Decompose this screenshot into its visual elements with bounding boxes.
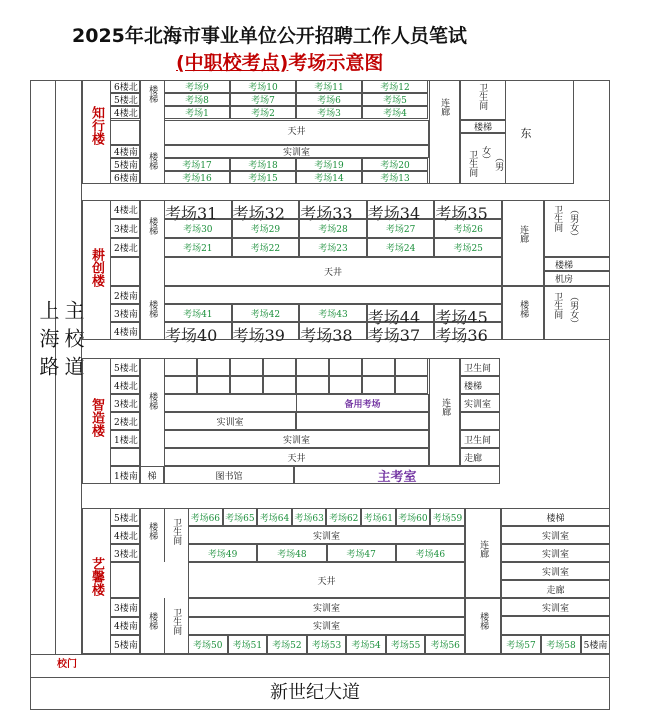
left-road	[31, 300, 60, 384]
empty-row	[164, 286, 502, 304]
room-cell	[230, 376, 263, 394]
page-subtitle	[176, 54, 383, 73]
exam-room: 考场18	[230, 158, 296, 171]
yixin-courtyard-label: 天井	[317, 576, 336, 587]
east-label: 东	[520, 127, 532, 140]
female-label: 女）	[480, 146, 491, 164]
room-cell	[296, 376, 329, 394]
toilet-label: 卫生间	[552, 205, 563, 232]
floor-label: 2楼北	[110, 412, 140, 430]
gengchuang-mf-north	[566, 205, 580, 244]
corridor-label: 连廊	[440, 398, 451, 416]
training-room: 实训室	[188, 598, 465, 617]
exam-room: 考场5	[362, 93, 428, 106]
school-gate: 校门	[57, 659, 77, 670]
building-zhizao-name: 智造楼	[89, 398, 104, 437]
exam-room: 考场45	[434, 304, 502, 322]
yixin-stairs-north	[142, 522, 162, 543]
floor-label: 5楼北	[110, 508, 140, 526]
exam-room: 考场7	[230, 93, 296, 106]
exam-room: 考场4	[362, 106, 428, 119]
exam-room: 考场21	[164, 238, 232, 257]
zhixing-male-label	[492, 153, 504, 174]
exam-room: 考场23	[299, 238, 367, 257]
exam-room: 考场1	[164, 106, 230, 119]
room-cell	[164, 358, 197, 376]
floor-label: 5楼南	[110, 635, 140, 654]
east-cell: 实训室	[501, 562, 610, 580]
exam-room: 考场54	[346, 635, 386, 654]
room-cell	[329, 376, 362, 394]
floor-label: 4楼南	[110, 617, 140, 636]
room-cell	[329, 358, 362, 376]
building-yixin-name: 艺馨楼	[89, 557, 104, 596]
exam-room: 考场29	[232, 219, 300, 238]
exam-room: 考场26	[434, 219, 502, 238]
exam-room: 考场16	[164, 171, 230, 184]
east-cell	[460, 412, 500, 430]
stairs-label: 楼梯	[147, 522, 158, 540]
building-zhixing-name: 知行楼	[89, 106, 104, 145]
yixin-corridor-label	[475, 540, 491, 561]
zhixing-stairs-east-label: 楼梯	[473, 123, 492, 133]
stairs-label: 楼梯	[147, 152, 158, 170]
east-cell: 楼梯	[501, 508, 610, 526]
exam-room: 考场11	[296, 80, 362, 93]
toilet-label: 卫生间	[171, 518, 182, 545]
zhizao-stairs	[142, 392, 162, 413]
zhixing-stairs-south	[142, 152, 162, 173]
toilet-label: 卫生间	[171, 608, 182, 635]
gengchuang-toilet-south-label	[550, 292, 564, 322]
exam-room: 考场51	[228, 635, 268, 654]
exam-room: 考场63	[292, 508, 327, 526]
mf-label: （男女）	[568, 292, 579, 328]
room-cell	[296, 412, 429, 430]
zhixing-corridor	[429, 80, 460, 184]
exam-room: 考场44	[367, 304, 435, 322]
stairs-label: 楼梯	[478, 612, 489, 630]
main-exam-room: 主考室	[294, 466, 500, 484]
exam-room: 考场52	[267, 635, 307, 654]
gengchuang-mf-south	[566, 292, 580, 331]
bottom-road: 新世纪大道	[270, 682, 360, 703]
east-cell: 实训室	[501, 526, 610, 544]
exam-room: 考场37	[367, 322, 435, 340]
room-cell	[263, 358, 296, 376]
floor-gap	[110, 257, 140, 286]
yixin-stairs-south	[142, 612, 162, 633]
floor-label: 4楼南	[110, 145, 140, 158]
toilet-label: 卫生间	[477, 83, 488, 110]
exam-room: 考场53	[307, 635, 347, 654]
stairs-label: 楼梯	[147, 85, 158, 103]
exam-room: 考场49	[188, 544, 257, 562]
page-title: 2025年北海市事业单位公开招聘工作人员笔试	[72, 25, 467, 47]
room-cell	[263, 376, 296, 394]
east-cell: 卫生间	[460, 430, 500, 448]
room-cell	[197, 358, 230, 376]
floor-label: 4楼北	[110, 526, 140, 544]
exam-room: 考场22	[232, 238, 300, 257]
library: 图书馆	[164, 466, 294, 484]
floor-label: 5楼北	[110, 93, 140, 106]
exam-room: 考场14	[296, 171, 362, 184]
training-row	[164, 145, 429, 158]
room-cell	[362, 376, 395, 394]
stairs-label: 楼梯	[147, 392, 158, 410]
exam-room: 考场50	[188, 635, 228, 654]
east-cell: 卫生间	[460, 358, 500, 376]
gengchuang-courtyard-label: 天井	[323, 268, 342, 278]
floor-gap	[110, 120, 140, 145]
gengchuang-stairs-south	[142, 300, 162, 321]
building-gengchuang-name: 耕创楼	[89, 248, 104, 287]
exam-room: 考场32	[232, 200, 300, 219]
floor-label: 4楼南	[110, 322, 140, 340]
exam-room: 考场13	[362, 171, 428, 184]
room-cell	[395, 376, 428, 394]
exam-room: 考场28	[299, 219, 367, 238]
exam-room: 考场6	[296, 93, 362, 106]
gengchuang-toilet-north-label	[550, 205, 564, 235]
exam-room: 考场64	[257, 508, 292, 526]
corridor-label: 连廊	[439, 98, 450, 116]
yixin-toilet-north	[168, 518, 184, 548]
floor-label: 5楼南	[581, 635, 610, 654]
male-label: （男	[493, 153, 504, 171]
exam-room: 考场34	[367, 200, 435, 219]
gengchuang-corridor-label	[515, 225, 531, 246]
floor-label: 4楼北	[110, 200, 140, 219]
room-cell	[296, 358, 329, 376]
exam-room: 考场24	[367, 238, 435, 257]
floor-label: 3楼北	[110, 544, 140, 562]
exam-room: 考场9	[164, 80, 230, 93]
room-cell	[197, 376, 230, 394]
exam-room: 考场36	[434, 322, 502, 340]
floor-label: 2楼北	[110, 238, 140, 257]
room-cell	[362, 358, 395, 376]
training-room: 实训室	[164, 412, 296, 430]
exam-room: 考场39	[232, 322, 300, 340]
exam-room: 考场12	[362, 80, 428, 93]
training-room: 实训室	[188, 526, 465, 544]
exam-room: 考场10	[230, 80, 296, 93]
exam-room: 考场66	[188, 508, 223, 526]
zhixing-toilet-south-label	[466, 150, 478, 180]
floor-label: 4楼北	[110, 106, 140, 119]
floor-label: 2楼南	[110, 286, 140, 304]
floor-label: 6楼北	[110, 80, 140, 93]
stairs-label: 楼梯	[518, 300, 529, 318]
floor-label: 3楼北	[110, 219, 140, 238]
east-cell: 走廊	[460, 448, 500, 466]
backup-room: 备用考场	[296, 394, 429, 412]
corridor-label: 连廊	[478, 540, 489, 558]
stairs-label: 楼梯	[147, 217, 158, 235]
exam-room: 考场56	[425, 635, 465, 654]
exam-room: 考场31	[164, 200, 232, 219]
main-road-label: 主校道	[61, 300, 85, 384]
exam-room: 考场65	[223, 508, 258, 526]
subtitle-rest: 考场示意图	[288, 52, 384, 74]
floor-label: 3楼北	[110, 394, 140, 412]
toilet-label: 卫生间	[552, 292, 563, 319]
exam-room: 考场58	[541, 635, 581, 654]
east-cell: 实训室	[501, 598, 610, 616]
floor-label: 6楼南	[110, 171, 140, 184]
east-cell: 实训室	[460, 394, 500, 412]
stairs-label: 楼梯	[147, 300, 158, 318]
subtitle-highlight: (中职校考点)	[176, 52, 289, 74]
yixin-stairs-se-label	[475, 612, 491, 633]
courtyard: 天井	[164, 448, 429, 466]
stairs-cell: 梯	[140, 466, 164, 484]
east-cell: 实训室	[501, 544, 610, 562]
floor-label: 1楼南	[110, 466, 140, 484]
zhixing-corridor-label	[436, 98, 452, 119]
exam-room: 考场59	[430, 508, 465, 526]
exam-room: 考场55	[386, 635, 426, 654]
main-road	[56, 300, 85, 384]
exam-room: 考场20	[362, 158, 428, 171]
exam-room: 考场47	[327, 544, 396, 562]
exam-room: 考场17	[164, 158, 230, 171]
yixin-toilet-south	[168, 608, 184, 638]
training-room: 实训室	[164, 430, 429, 448]
stairs-label: 楼梯	[147, 612, 158, 630]
floor-gap	[110, 448, 140, 466]
floor-label: 1楼北	[110, 430, 140, 448]
zhizao-corridor-label	[437, 398, 453, 419]
exam-room: 考场25	[434, 238, 502, 257]
toilet-label: 卫生间	[467, 150, 478, 177]
floor-gap	[110, 562, 140, 598]
exam-room: 考场33	[299, 200, 367, 219]
zhixing-training-label: 实训室	[282, 148, 310, 158]
exam-room: 考场2	[230, 106, 296, 119]
floor-label: 3楼南	[110, 304, 140, 322]
gengchuang-stairs-north	[142, 217, 162, 238]
gengchuang-stairs-e2-label: 楼梯	[554, 260, 573, 271]
floor-label: 5楼北	[110, 358, 140, 376]
zhixing-toilet-north-label	[474, 83, 490, 113]
exam-room: 考场19	[296, 158, 362, 171]
exam-room: 考场43	[299, 304, 367, 322]
exam-room: 考场8	[164, 93, 230, 106]
machine-room-label: 机房	[554, 275, 573, 285]
gengchuang-stairs-east-label	[515, 300, 531, 321]
floor-label: 5楼南	[110, 158, 140, 171]
exam-room: 考场27	[367, 219, 435, 238]
training-room: 实训室	[188, 617, 465, 636]
exam-room: 考场3	[296, 106, 362, 119]
zhixing-stairs-north	[142, 85, 162, 106]
exam-room: 考场61	[361, 508, 396, 526]
room-cell	[164, 376, 197, 394]
exam-room: 考场30	[164, 219, 232, 238]
exam-room: 考场40	[164, 322, 232, 340]
left-road-label: 上海路	[36, 300, 60, 384]
floor-label: 3楼南	[110, 598, 140, 617]
exam-room: 考场46	[396, 544, 465, 562]
zhixing-female-label	[479, 146, 491, 167]
zhixing-courtyard-label: 天井	[287, 126, 306, 137]
exam-room: 考场42	[232, 304, 300, 322]
east-cell	[501, 616, 610, 635]
east-cell: 楼梯	[460, 376, 500, 394]
corridor-label: 连廊	[518, 225, 529, 243]
exam-room: 考场15	[230, 171, 296, 184]
mf-label: （男女）	[568, 205, 579, 241]
exam-room: 考场62	[326, 508, 361, 526]
east-cell: 走廊	[501, 580, 610, 598]
exam-room: 考场38	[299, 322, 367, 340]
exam-room: 考场35	[434, 200, 502, 219]
exam-room: 考场60	[396, 508, 431, 526]
exam-room: 考场41	[164, 304, 232, 322]
exam-room: 考场48	[257, 544, 326, 562]
exam-room: 考场57	[501, 635, 541, 654]
room-cell	[395, 358, 428, 376]
floor-label: 4楼北	[110, 376, 140, 394]
room-cell	[230, 358, 263, 376]
